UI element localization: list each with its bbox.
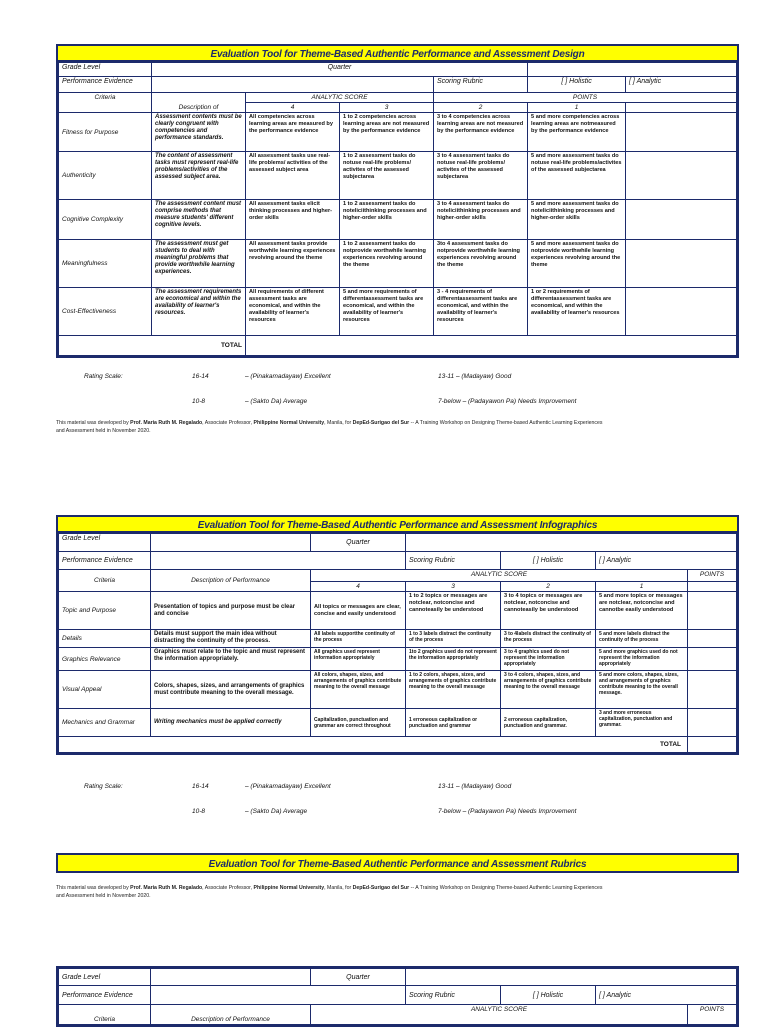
- criterion-label: Authenticity: [59, 152, 152, 200]
- credit-organization: DepEd-Surigao del Sur: [352, 885, 410, 891]
- score-3-cell: 1 to 3 labels distract the continuity of the process: [406, 630, 501, 648]
- rating-range-excellent: 16-14: [192, 783, 209, 790]
- score-2-cell: 3 to 4 assessment tasks do notuse real-life problems/ activites of the assessed subjectarea: [434, 152, 528, 200]
- score-3-cell: 1 to 2 competencies across learning areas are not measured by the performance evidence: [340, 113, 434, 152]
- points-input[interactable]: [626, 200, 737, 240]
- rubrics-evaluation-section: [56, 853, 739, 873]
- criterion-label: Graphics Relevance: [59, 648, 151, 671]
- credit-prefix: This material was developed by: [56, 420, 131, 426]
- holistic-checkbox[interactable]: [ ] Holistic: [501, 552, 596, 570]
- total-input[interactable]: [688, 737, 737, 753]
- credit-suffix: -- A Training Workshop on Designing Theme-based Authentic Learning Experiences: [409, 885, 603, 891]
- score-4-cell: All topics or messages are clear, concise and easily understood: [311, 592, 406, 630]
- analytic-score-header: ANALYTIC SCORE: [311, 1005, 688, 1025]
- score-4-cell: All requirements of different assessment tasks are economical, and within the availability of learner's resources: [246, 288, 340, 336]
- criterion-label: Mechanics and Grammar: [59, 709, 151, 737]
- credit-organization: DepEd-Surigao del Sur: [352, 420, 410, 426]
- score-3-cell: 1 to 2 topics or messages are notclear, notconcise and cannoteasily be understood: [406, 592, 501, 630]
- score-1-cell: 5 and more graphics used do not represent the information appropriately: [596, 648, 688, 671]
- rating-needs-improvement-text: 7-below – (Padayawon Pa) Needs Improvement: [438, 808, 577, 815]
- credit-author: Prof. Maria Ruth M. Regalado: [130, 420, 203, 426]
- rubrics-tool-title: Evaluation Tool for Theme-Based Authentic Performance and Assessment Rubrics: [56, 853, 739, 873]
- score-3-cell: 1 to 2 assessment tasks do notprovide worthwhile learning experiences revolving around the theme: [340, 240, 434, 288]
- total-input[interactable]: [246, 336, 737, 356]
- score-1-cell: 5 and more labels distract the continuity of the process: [596, 630, 688, 648]
- score-2-cell: 3 to 4 graphics used do not represent the information appropriately: [501, 648, 596, 671]
- criterion-description: Graphics must relate to the topic and must represent the information appropriately.: [151, 648, 311, 671]
- rating-good-text: 13-11 – (Madayaw) Good: [438, 373, 512, 380]
- description-header: Description of Performance: [151, 570, 311, 592]
- points-header: POINTS: [688, 1005, 737, 1025]
- table-row: [59, 671, 737, 709]
- score-4-cell: All assessment tasks provide worthwhile learning experiences revolving around the theme: [246, 240, 340, 288]
- rating-scale-label: Rating Scale:: [84, 373, 123, 380]
- holistic-checkbox[interactable]: [ ] Holistic: [528, 77, 626, 93]
- infographics-evaluation-section: [56, 515, 739, 755]
- score-1-cell: 5 and more colors, shapes, sizes, and arrangements of graphics contribute meaning to the overall message.: [596, 671, 688, 709]
- infographics-tool-title: Evaluation Tool for Theme-Based Authentic Performance and Assessment Infographics: [56, 515, 739, 533]
- table-row: [59, 592, 737, 630]
- criterion-description: Assessment contents must be clearly congruent with competencies and performance standards.: [152, 113, 246, 152]
- quarter-label: Quarter: [311, 969, 406, 986]
- criterion-label: Topic and Purpose: [59, 592, 151, 630]
- score-1-cell: 5 and more competencies across learning areas are notmeasured by the performance evidence: [528, 113, 626, 152]
- analytic-checkbox[interactable]: [ ] Analytic: [596, 986, 737, 1005]
- table-row: [59, 709, 737, 737]
- score-4-cell: All colors, shapes, sizes, and arrangements of graphics contribute meaning to the overall message: [311, 671, 406, 709]
- score-2-cell: 3 to 4 colors, shapes, sizes, and arrangements of graphics contribute meaning to the overall message: [501, 671, 596, 709]
- rating-scale-label: Rating Scale:: [84, 783, 123, 790]
- credit-line2: and Assessment held in November 2020.: [56, 893, 151, 899]
- score-3-header: 3: [406, 582, 501, 592]
- points-input[interactable]: [688, 671, 737, 709]
- points-input[interactable]: [626, 113, 737, 152]
- table-row: [59, 630, 737, 648]
- rating-good-text: 13-11 – (Madayaw) Good: [438, 783, 512, 790]
- score-1-header: 1: [528, 103, 626, 113]
- score-2-header: 2: [434, 103, 528, 113]
- total-label: TOTAL: [59, 336, 246, 356]
- rating-range-average: 10-8: [192, 398, 206, 405]
- quarter-input[interactable]: [406, 969, 737, 986]
- criterion-description: Presentation of topics and purpose must be clear and concise: [151, 592, 311, 630]
- points-cell: [688, 582, 737, 592]
- score-3-cell: 5 and more requirements of differentassessment tasks are economical, and within the availability of learner's resources: [340, 288, 434, 336]
- grade-level-label: Grade Level: [59, 969, 151, 986]
- criterion-label: Details: [59, 630, 151, 648]
- score-3-cell: 1 erroneous capitalization or punctuation and grammar: [406, 709, 501, 737]
- rubrics-table-section: [56, 966, 739, 1027]
- criterion-description: Writing mechanics must be applied correctly: [151, 709, 311, 737]
- analytic-checkbox[interactable]: [ ] Analytic: [596, 552, 737, 570]
- scoring-rubric-label: Scoring Rubric: [406, 552, 501, 570]
- holistic-checkbox[interactable]: [ ] Holistic: [501, 986, 596, 1005]
- score-4-cell: All assessment tasks elicit thinking processes and higher-order skills: [246, 200, 340, 240]
- score-3-cell: 1 to 2 assessment tasks do noteliciithinking processes and higher-order skills: [340, 200, 434, 240]
- score-1-cell: 5 and more topics or messages are notclear, notconcise and cannotbe easily understood: [596, 592, 688, 630]
- score-1-cell: 3 and more erroneous capitalization, punctuation and grammar.: [596, 709, 688, 737]
- grade-level-input[interactable]: [151, 969, 311, 986]
- credit-mid1: , Associate Professor,: [202, 420, 254, 426]
- criterion-description: The assessment content must comprise methods that measure students' different cognitive levels.: [152, 200, 246, 240]
- score-2-cell: 3 to 4 competencies across learning areas are not measured by the performance evidence: [434, 113, 528, 152]
- score-1-header: 1: [596, 582, 688, 592]
- table-row: [59, 288, 737, 336]
- points-input[interactable]: [688, 630, 737, 648]
- description-header: [152, 93, 246, 103]
- credit-mid2: , Manila, for: [324, 420, 353, 426]
- score-4-header: 4: [311, 582, 406, 592]
- score-4-cell: Capitalization, punctuation and grammar are correct throughout: [311, 709, 406, 737]
- criteria-header: Criteria: [59, 93, 152, 113]
- criterion-description: The assessment must get students to deal with meaningful problems that provide worthwhile learning experiences.: [152, 240, 246, 288]
- design-evaluation-section: [56, 44, 739, 358]
- score-4-cell: All labels supportthe continuity of the process: [311, 630, 406, 648]
- credit-note: [56, 419, 716, 435]
- points-input[interactable]: [688, 709, 737, 737]
- criterion-label: Cognitive Complexity: [59, 200, 152, 240]
- rating-range-excellent: 16-14: [192, 373, 209, 380]
- score-4-header: 4: [246, 103, 340, 113]
- performance-evidence-label: Performance Evidence: [59, 986, 151, 1005]
- score-4-cell: All graphics used represent information appropriately: [311, 648, 406, 671]
- analytic-checkbox[interactable]: [ ] Analytic: [626, 77, 737, 93]
- performance-evidence-input[interactable]: [151, 986, 406, 1005]
- performance-evidence-label: Performance Evidence: [59, 552, 151, 570]
- credit-author: Prof. Maria Ruth M. Regalado: [130, 885, 203, 891]
- criterion-description: Colors, shapes, sizes, and arrangements of graphics must contribute meaning to the overall message.: [151, 671, 311, 709]
- performance-evidence-input[interactable]: [152, 77, 434, 93]
- rating-average-text: – (Sakto Da) Average: [245, 808, 308, 815]
- rating-needs-improvement-text: 7-below – (Padayawon Pa) Needs Improvement: [438, 398, 577, 405]
- credit-prefix: This material was developed by: [56, 885, 131, 891]
- table-row: [59, 113, 737, 152]
- grade-level-input[interactable]: [151, 534, 311, 552]
- score-4-cell: All competencies across learning areas are measured by the performance evidence: [246, 113, 340, 152]
- points-input[interactable]: [626, 152, 737, 200]
- credit-university: Philippine Normal University: [253, 885, 325, 891]
- rubrics-rubric-table: [58, 968, 737, 1025]
- criterion-description: The assessment requirements are economical and within the availability of learner's resources.: [152, 288, 246, 336]
- score-3-cell: 1to 2 graphics used do not represent the information appropriately: [406, 648, 501, 671]
- table-row: [59, 648, 737, 671]
- points-input[interactable]: [688, 592, 737, 630]
- points-input[interactable]: [688, 648, 737, 671]
- score-2-cell: 3to 4 assessment tasks do notprovide worthwhile learning experiences revolving around the theme: [434, 240, 528, 288]
- score-1-cell: 5 and more assessment tasks do notuse real-life problems/activites of the assessed subjectarea: [528, 152, 626, 200]
- scoring-rubric-label: Scoring Rubric: [406, 986, 501, 1005]
- credit-university: Philippine Normal University: [253, 420, 325, 426]
- credit-suffix: -- A Training Workshop on Designing Theme-based Authentic Learning Experiences: [409, 420, 603, 426]
- score-3-cell: 1 to 2 assessment tasks do notuse real-life problems/ activites of the assessed subjectarea: [340, 152, 434, 200]
- score-4-cell: All assessment tasks use real-life problems/ activities of the assessed subject area: [246, 152, 340, 200]
- score-2-cell: 3 - 4 requirements of differentassessment tasks are economical, and within the availability of learner's resources: [434, 288, 528, 336]
- criterion-label: Cost-Effectiveness: [59, 288, 152, 336]
- points-cell: [626, 103, 737, 113]
- performance-evidence-input[interactable]: [151, 552, 406, 570]
- quarter-label: Quarter: [152, 63, 528, 77]
- rating-excellent-text: – (Pinakamadayaw) Excellent: [245, 373, 331, 380]
- analytic-score-header: ANALYTIC SCORE: [246, 93, 434, 103]
- criterion-description: Details must support the main idea without distracting the continuity of the process.: [151, 630, 311, 648]
- total-label: TOTAL: [59, 737, 688, 753]
- rating-range-average: 10-8: [192, 808, 206, 815]
- credit-mid2: , Manila, for: [324, 885, 353, 891]
- rating-excellent-text: – (Pinakamadayaw) Excellent: [245, 783, 331, 790]
- points-input[interactable]: [626, 288, 737, 336]
- grade-level-label: Grade Level: [59, 534, 151, 552]
- criterion-label: Meaningfulness: [59, 240, 152, 288]
- grade-level-label: Grade Level: [59, 63, 152, 77]
- rating-average-text: – (Sakto Da) Average: [245, 398, 308, 405]
- criteria-header: Criteria: [59, 1005, 151, 1025]
- score-1-cell: 1 or 2 requirements of differentassessment tasks are economical, and within the availability of learner's resources: [528, 288, 626, 336]
- table-row: [59, 200, 737, 240]
- performance-evidence-label: Performance Evidence: [59, 77, 152, 93]
- infographics-rubric-table: [58, 533, 737, 753]
- score-2-header: 2: [501, 582, 596, 592]
- score-2-cell: 2 erroneous capitalization, punctuation and grammar.: [501, 709, 596, 737]
- score-2-cell: 3 to 4labels distract the continuity of the process: [501, 630, 596, 648]
- score-2-cell: 3 to 4 topics or messages are notclear, notconcise and cannoteasily be understood: [501, 592, 596, 630]
- points-header: POINTS: [434, 93, 737, 103]
- quarter-input[interactable]: [406, 534, 737, 552]
- table-row: [59, 240, 737, 288]
- criterion-description: The content of assessment tasks must represent real-life problems/activities of the assessed subject area.: [152, 152, 246, 200]
- score-3-cell: 1 to 2 colors, shapes, sizes, and arrangements of graphics contribute meaning to the overall message: [406, 671, 501, 709]
- criterion-label: Fitness for Purpose: [59, 113, 152, 152]
- design-rubric-table: [58, 62, 737, 356]
- credit-mid1: , Associate Professor,: [202, 885, 254, 891]
- analytic-score-header: ANALYTIC SCORE: [311, 570, 688, 582]
- table-row: [59, 152, 737, 200]
- grade-level-input[interactable]: [528, 63, 737, 77]
- design-tool-title: Evaluation Tool for Theme-Based Authentic Performance and Assessment Design: [56, 44, 739, 62]
- scoring-rubric-label: Scoring Rubric: [434, 77, 528, 93]
- score-3-header: 3: [340, 103, 434, 113]
- criterion-label: Visual Appeal: [59, 671, 151, 709]
- description-of-header: Description of: [152, 103, 246, 113]
- criteria-header: Criteria: [59, 570, 151, 592]
- credit-note: [56, 884, 716, 900]
- score-1-cell: 5 and more assessment tasks do noteliciithinking processes and higher-order skills: [528, 200, 626, 240]
- credit-line2: and Assessment held in November 2020.: [56, 428, 151, 434]
- score-1-cell: 5 and more assessment tasks do notprovide worthwhile learning experiences revolving around the theme: [528, 240, 626, 288]
- quarter-label: Quarter: [311, 534, 406, 552]
- description-header: Description of Performance: [151, 1005, 311, 1025]
- score-2-cell: 3 to 4 assessment tasks do noteliciithinking processes and higher-order skills: [434, 200, 528, 240]
- points-input[interactable]: [626, 240, 737, 288]
- points-header: POINTS: [688, 570, 737, 582]
